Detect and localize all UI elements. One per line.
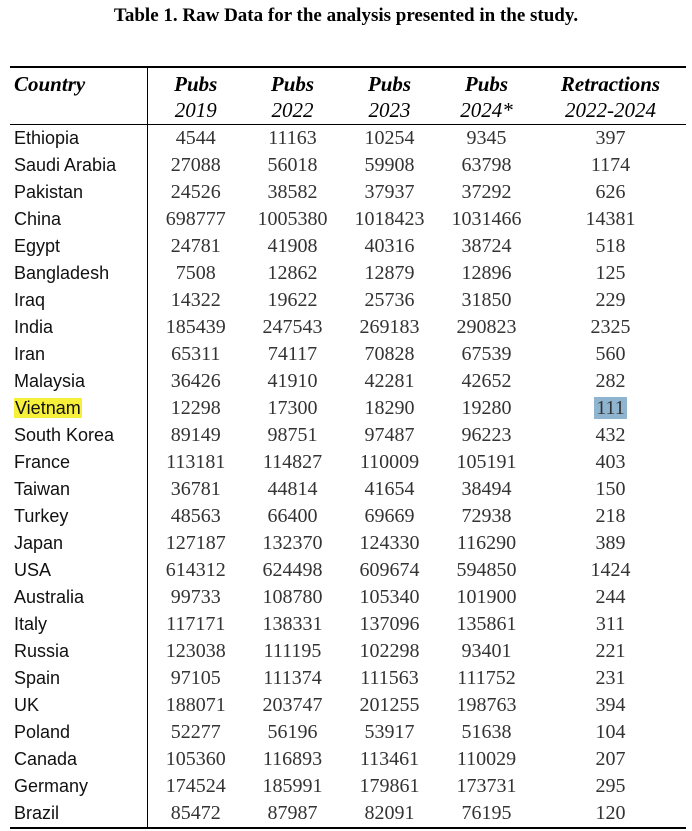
- pubs-2023-cell: 70828: [364, 343, 415, 365]
- header-years-retractions: 2022-2024: [535, 97, 686, 125]
- pubs-2022-cell: 185991: [262, 775, 323, 797]
- country-cell: Malaysia: [10, 368, 147, 395]
- table-row: [10, 584, 686, 611]
- table-row: [10, 179, 686, 206]
- pubs-2024-cell: 105191: [456, 451, 517, 473]
- country-cell: UK: [10, 692, 147, 719]
- pubs-2019-cell: 105360: [165, 748, 226, 770]
- pubs-2023-cell: 53917: [364, 721, 415, 743]
- table-row: [10, 260, 686, 287]
- raw-data-table: [10, 66, 686, 829]
- table-row: [10, 368, 686, 395]
- highlighted-country: Vietnam: [15, 398, 81, 418]
- retractions-cell: 389: [595, 532, 626, 554]
- table-row: [10, 800, 686, 828]
- header-pubs-2022: Pubs: [244, 67, 341, 97]
- retractions-cell: 626: [595, 181, 626, 203]
- pubs-2024-cell: 96223: [461, 424, 512, 446]
- table-body: [10, 125, 686, 829]
- pubs-2023-cell: 1018423: [354, 208, 425, 230]
- table-row: [10, 422, 686, 449]
- pubs-2024-cell: 51638: [461, 721, 512, 743]
- pubs-2024-cell: 38494: [461, 478, 512, 500]
- pubs-2023-cell: 69669: [364, 505, 415, 527]
- pubs-2022-cell: 11163: [268, 127, 317, 149]
- header-year-2024: 2024*: [438, 97, 535, 125]
- pubs-2023-cell: 110009: [359, 451, 420, 473]
- header-year-2022: 2022: [244, 97, 341, 125]
- pubs-2023-cell: 137096: [359, 613, 420, 635]
- pubs-2022-cell: 111374: [263, 667, 322, 689]
- retractions-cell: 231: [595, 667, 626, 689]
- table-row: [10, 665, 686, 692]
- pubs-2023-cell: 124330: [359, 532, 420, 554]
- country-cell: Russia: [10, 638, 147, 665]
- pubs-2019-cell: 4544: [175, 127, 216, 149]
- retractions-cell: 1174: [590, 154, 631, 176]
- pubs-2024-cell: 594850: [456, 559, 517, 581]
- pubs-2019-cell: 97105: [170, 667, 221, 689]
- country-cell: Pakistan: [10, 179, 147, 206]
- pubs-2019-cell: 36781: [170, 478, 221, 500]
- pubs-2022-cell: 44814: [267, 478, 318, 500]
- retractions-cell: 1424: [590, 559, 631, 581]
- country-cell: Italy: [10, 611, 147, 638]
- header-pubs-2019: Pubs: [147, 67, 244, 97]
- pubs-2019-cell: 188071: [165, 694, 226, 716]
- pubs-2022-cell: 138331: [262, 613, 323, 635]
- pubs-2023-cell: 59908: [364, 154, 415, 176]
- pubs-2019-cell: 7508: [175, 262, 216, 284]
- pubs-2023-cell: 609674: [359, 559, 420, 581]
- pubs-2022-cell: 111195: [263, 640, 322, 662]
- highlighted-retractions: 111: [596, 397, 625, 419]
- country-cell: Ethiopia: [10, 125, 147, 153]
- pubs-2023-cell: 113461: [359, 748, 420, 770]
- pubs-2024-cell: 37292: [461, 181, 512, 203]
- pubs-2024-cell: 9345: [466, 127, 507, 149]
- pubs-2019-cell: 12298: [170, 397, 221, 419]
- table-row: [10, 719, 686, 746]
- header-year-2023: 2023: [341, 97, 438, 125]
- pubs-2019-cell: 127187: [165, 532, 226, 554]
- pubs-2024-cell: 63798: [461, 154, 512, 176]
- pubs-2019-cell: 24526: [170, 181, 221, 203]
- table-row: [10, 773, 686, 800]
- pubs-2024-cell: 76195: [438, 800, 535, 828]
- pubs-2019-cell: 117171: [166, 613, 226, 635]
- country-cell: Iraq: [10, 287, 147, 314]
- pubs-2024-cell: 173731: [456, 775, 517, 797]
- pubs-2022-cell: 108780: [262, 586, 323, 608]
- pubs-2024-cell: 38724: [461, 235, 512, 257]
- pubs-2023-cell: 105340: [359, 586, 420, 608]
- pubs-2022-cell: 87987: [244, 800, 341, 828]
- pubs-2019-cell: 24781: [170, 235, 221, 257]
- pubs-2019-cell: 185439: [165, 316, 226, 338]
- country-cell: South Korea: [10, 422, 147, 449]
- header-row-1: [10, 67, 686, 97]
- table-row: [10, 125, 686, 153]
- pubs-2023-cell: 12879: [364, 262, 415, 284]
- pubs-2022-cell: 203747: [262, 694, 323, 716]
- country-cell: Japan: [10, 530, 147, 557]
- retractions-cell: 221: [595, 640, 626, 662]
- country-cell: Turkey: [10, 503, 147, 530]
- pubs-2023-cell: 25736: [364, 289, 415, 311]
- pubs-2019-cell: 52277: [170, 721, 221, 743]
- pubs-2022-cell: 98751: [267, 424, 318, 446]
- country-cell: India: [10, 314, 147, 341]
- pubs-2023-cell: 37937: [364, 181, 415, 203]
- country-cell: France: [10, 449, 147, 476]
- pubs-2022-cell: 56018: [267, 154, 318, 176]
- pubs-2024-cell: 42652: [461, 370, 512, 392]
- table-title: Table 1. Raw Data for the analysis presented in the study.: [113, 5, 579, 26]
- pubs-2022-cell: 66400: [267, 505, 318, 527]
- pubs-2023-cell: 82091: [341, 800, 438, 828]
- pubs-2019-cell: 123038: [165, 640, 226, 662]
- pubs-2023-cell: 41654: [364, 478, 415, 500]
- header-year-2019: 2019: [147, 97, 244, 125]
- table-row: [10, 314, 686, 341]
- retractions-cell: 403: [595, 451, 626, 473]
- country-cell: Taiwan: [10, 476, 147, 503]
- pubs-2022-cell: 132370: [262, 532, 323, 554]
- country-cell: Canada: [10, 746, 147, 773]
- retractions-cell: 397: [595, 127, 626, 149]
- country-cell: Iran: [10, 341, 147, 368]
- pubs-2024-cell: 135861: [456, 613, 517, 635]
- header-pubs-2024: Pubs: [438, 67, 535, 97]
- pubs-2023-cell: 18290: [364, 397, 415, 419]
- country-cell: Saudi Arabia: [10, 152, 147, 179]
- retractions-cell: 104: [595, 721, 626, 743]
- retractions-cell: 14381: [585, 208, 636, 230]
- pubs-2022-cell: 74117: [267, 343, 318, 365]
- table-row: [10, 557, 686, 584]
- retractions-cell: 560: [595, 343, 626, 365]
- pubs-2022-cell: 114827: [262, 451, 323, 473]
- pubs-2024-cell: 72938: [461, 505, 512, 527]
- pubs-2022-cell: 41910: [267, 370, 318, 392]
- pubs-2019-cell: 113181: [166, 451, 226, 473]
- pubs-2024-cell: 31850: [461, 289, 512, 311]
- retractions-cell: 244: [595, 586, 626, 608]
- pubs-2024-cell: 101900: [456, 586, 517, 608]
- pubs-2022-cell: 12862: [267, 262, 318, 284]
- table-row: [10, 233, 686, 260]
- pubs-2023-cell: 111563: [360, 667, 419, 689]
- pubs-2022-cell: 56196: [267, 721, 318, 743]
- retractions-cell: 150: [595, 478, 626, 500]
- pubs-2019-cell: 65311: [171, 343, 221, 365]
- pubs-2024-cell: 110029: [456, 748, 517, 770]
- pubs-2022-cell: 624498: [262, 559, 323, 581]
- country-cell: Poland: [10, 719, 147, 746]
- pubs-2022-cell: 247543: [262, 316, 323, 338]
- pubs-2022-cell: 19622: [267, 289, 318, 311]
- table-row: [10, 152, 686, 179]
- pubs-2019-cell: 14322: [170, 289, 221, 311]
- table-row: [10, 449, 686, 476]
- header-country-sub: [10, 97, 147, 125]
- country-cell: USA: [10, 557, 147, 584]
- retractions-cell: 229: [595, 289, 626, 311]
- retractions-cell: 311: [595, 613, 626, 635]
- pubs-2024-cell: 198763: [456, 694, 517, 716]
- retractions-cell: 125: [595, 262, 626, 284]
- pubs-2019-cell: 85472: [147, 800, 244, 828]
- table-row: [10, 746, 686, 773]
- table-row: [10, 341, 686, 368]
- retractions-cell: 518: [595, 235, 626, 257]
- pubs-2019-cell: 99733: [170, 586, 221, 608]
- country-cell: Germany: [10, 773, 147, 800]
- table-row: [10, 287, 686, 314]
- table-row: [10, 206, 686, 233]
- country-cell: Egypt: [10, 233, 147, 260]
- pubs-2019-cell: 698777: [165, 208, 226, 230]
- pubs-2019-cell: 27088: [170, 154, 221, 176]
- pubs-2019-cell: 89149: [170, 424, 221, 446]
- country-cell: Spain: [10, 665, 147, 692]
- pubs-2024-cell: 93401: [461, 640, 512, 662]
- pubs-2023-cell: 179861: [359, 775, 420, 797]
- country-cell: Brazil: [10, 800, 147, 828]
- table-row: [10, 476, 686, 503]
- header-row-2: [10, 97, 686, 125]
- pubs-2024-cell: 111752: [457, 667, 516, 689]
- country-cell: [10, 395, 147, 422]
- pubs-2024-cell: 12896: [461, 262, 512, 284]
- country-cell: Bangladesh: [10, 260, 147, 287]
- retractions-cell: 2325: [590, 316, 631, 338]
- header-country: Country: [10, 67, 147, 97]
- retractions-cell: 394: [595, 694, 626, 716]
- pubs-2022-cell: 1005380: [257, 208, 328, 230]
- pubs-2024-cell: 116290: [456, 532, 517, 554]
- table-row: [10, 638, 686, 665]
- country-cell: Australia: [10, 584, 147, 611]
- pubs-2019-cell: 614312: [165, 559, 226, 581]
- retractions-cell: 218: [595, 505, 626, 527]
- retractions-cell: 207: [595, 748, 626, 770]
- header-retractions: Retractions: [535, 67, 686, 97]
- retractions-cell: [535, 395, 686, 422]
- pubs-2022-cell: 17300: [267, 397, 318, 419]
- pubs-2024-cell: 19280: [461, 397, 512, 419]
- pubs-2024-cell: 290823: [456, 316, 517, 338]
- pubs-2023-cell: 201255: [359, 694, 420, 716]
- table-row: [10, 692, 686, 719]
- retractions-cell: 432: [595, 424, 626, 446]
- pubs-2024-cell: 67539: [461, 343, 512, 365]
- pubs-2023-cell: 102298: [359, 640, 420, 662]
- pubs-2019-cell: 174524: [165, 775, 226, 797]
- pubs-2023-cell: 269183: [359, 316, 420, 338]
- pubs-2023-cell: 42281: [364, 370, 415, 392]
- table-row: [10, 611, 686, 638]
- pubs-2023-cell: 97487: [364, 424, 415, 446]
- retractions-cell: 282: [595, 370, 626, 392]
- pubs-2022-cell: 41908: [267, 235, 318, 257]
- table-row: [10, 503, 686, 530]
- table-row: [10, 530, 686, 557]
- pubs-2024-cell: 1031466: [451, 208, 522, 230]
- pubs-2022-cell: 116893: [262, 748, 323, 770]
- table-row: [10, 395, 686, 422]
- pubs-2023-cell: 10254: [364, 127, 415, 149]
- header-pubs-2023: Pubs: [341, 67, 438, 97]
- pubs-2022-cell: 38582: [267, 181, 318, 203]
- country-cell: China: [10, 206, 147, 233]
- pubs-2019-cell: 36426: [170, 370, 221, 392]
- retractions-cell: 120: [535, 800, 686, 828]
- retractions-cell: 295: [595, 775, 626, 797]
- pubs-2023-cell: 40316: [364, 235, 415, 257]
- pubs-2019-cell: 48563: [170, 505, 221, 527]
